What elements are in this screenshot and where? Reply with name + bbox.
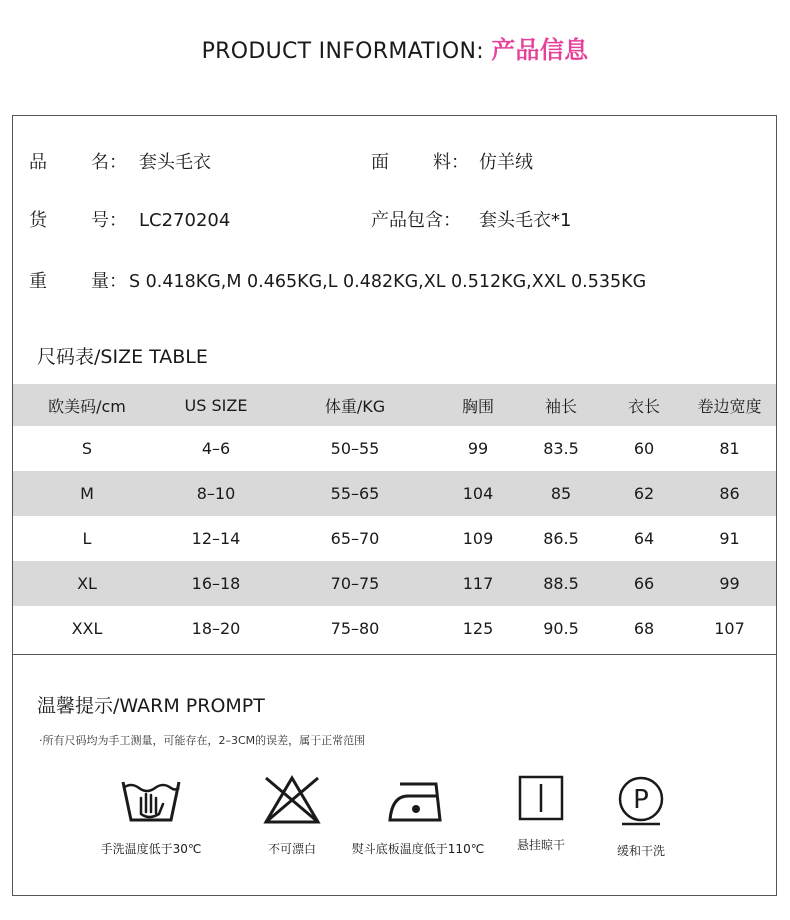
warm-prompt-note: ·所有尺码均为手工测量，可能存在，2–3CM的误差，属于正常范围 [39, 734, 366, 747]
info-material-label-a: 面 [371, 152, 389, 173]
table-cell: 86 [683, 471, 776, 516]
page-title-en: PRODUCT INFORMATION: [201, 39, 484, 64]
table-cell: 55–65 [271, 471, 439, 516]
table-cell: 65–70 [330, 529, 380, 548]
table-cell: 125 [462, 619, 494, 638]
table-cell: M [13, 471, 161, 516]
col-header: US SIZE [161, 384, 271, 426]
page-title-cn: 产品信息 [491, 36, 589, 64]
care-label: 手洗温度低于30℃ [100, 842, 202, 856]
page-title [0, 30, 790, 65]
care-label: 缓和干洗 [616, 844, 665, 858]
info-name-label-a: 品 [29, 152, 47, 173]
info-package-label: 产品包含： [371, 210, 461, 231]
table-cell: 104 [439, 471, 517, 516]
size-table [13, 384, 776, 651]
table-cell: XXL [71, 619, 103, 638]
table-cell: 50–55 [330, 439, 380, 458]
info-name-row [29, 151, 329, 175]
table-cell: 66 [605, 561, 683, 606]
info-material-label-b: 料： [433, 152, 469, 173]
info-material-row [371, 151, 671, 175]
info-itemno-row [29, 209, 329, 233]
table-row [13, 561, 776, 606]
info-weight-value: S 0.418KG,M 0.465KG,L 0.482KG,XL 0.512KG,XXL 0.535KG [129, 272, 647, 292]
care-item-dry-clean [561, 774, 721, 859]
info-material-value: 仿羊绒 [479, 152, 533, 173]
table-cell: XL [13, 561, 161, 606]
dry-clean-p-icon [616, 774, 666, 828]
table-cell: 88.5 [517, 561, 605, 606]
table-cell: 12–14 [191, 529, 241, 548]
table-cell: 60 [633, 439, 655, 458]
table-cell: 18–20 [191, 619, 241, 638]
table-row [13, 426, 776, 471]
svg-text:P: P [633, 785, 649, 815]
table-cell: 85 [517, 471, 605, 516]
table-cell: 99 [467, 439, 489, 458]
info-weight-label-a: 重 [29, 271, 47, 292]
table-cell: 64 [633, 529, 655, 548]
info-name-label-b: 名： [91, 152, 127, 173]
table-cell: 117 [439, 561, 517, 606]
table-cell: 107 [714, 619, 745, 638]
table-cell: 16–18 [161, 561, 271, 606]
col-header: 袖长 [517, 384, 605, 426]
table-row [13, 606, 776, 651]
table-cell: 4–6 [201, 439, 231, 458]
info-package-value: 套头毛衣*1 [479, 210, 572, 231]
size-table-header [13, 384, 776, 426]
iron-low-icon [386, 774, 450, 826]
table-cell: 75–80 [330, 619, 380, 638]
table-cell: 81 [719, 439, 740, 458]
care-label: 熨斗底板温度低于110℃ [351, 842, 485, 856]
info-weight-row [29, 270, 769, 294]
table-cell: 83.5 [543, 439, 579, 458]
table-cell: 91 [719, 529, 740, 548]
table-cell: 68 [633, 619, 655, 638]
col-header: 衣长 [605, 384, 683, 426]
table-row [13, 471, 776, 516]
table-cell: 109 [462, 529, 494, 548]
size-table-title: 尺码表/SIZE TABLE [37, 346, 208, 368]
table-cell: 99 [683, 561, 776, 606]
col-header: 卷边宽度 [683, 384, 776, 426]
table-cell: 86.5 [543, 529, 579, 548]
table-cell: 70–75 [271, 561, 439, 606]
col-header: 胸围 [439, 384, 517, 426]
info-package-row [371, 209, 671, 233]
no-bleach-icon [262, 774, 322, 826]
table-cell: 8–10 [161, 471, 271, 516]
table-cell: 90.5 [543, 619, 579, 638]
table-cell: S [81, 439, 93, 458]
info-itemno-label-a: 货 [29, 210, 47, 231]
hand-wash-icon [119, 774, 183, 826]
care-label: 悬挂晾干 [516, 838, 565, 852]
care-label: 不可漂白 [267, 842, 316, 856]
table-cell: L [82, 529, 92, 548]
info-itemno-label-b: 号： [91, 210, 127, 231]
col-header: 体重/KG [271, 384, 439, 426]
hang-dry-icon [517, 774, 565, 822]
product-info-panel [12, 115, 777, 896]
table-row [13, 516, 776, 561]
section-divider [13, 654, 776, 655]
info-weight-label-b: 量： [91, 271, 127, 292]
care-item-hand-wash [71, 774, 231, 857]
info-name-value: 套头毛衣 [139, 152, 211, 173]
col-header: 欧美码/cm [13, 384, 161, 426]
warm-prompt-title: 温馨提示/WARM PROMPT [37, 695, 265, 717]
table-cell: 62 [605, 471, 683, 516]
info-itemno-value: LC270204 [139, 210, 231, 231]
